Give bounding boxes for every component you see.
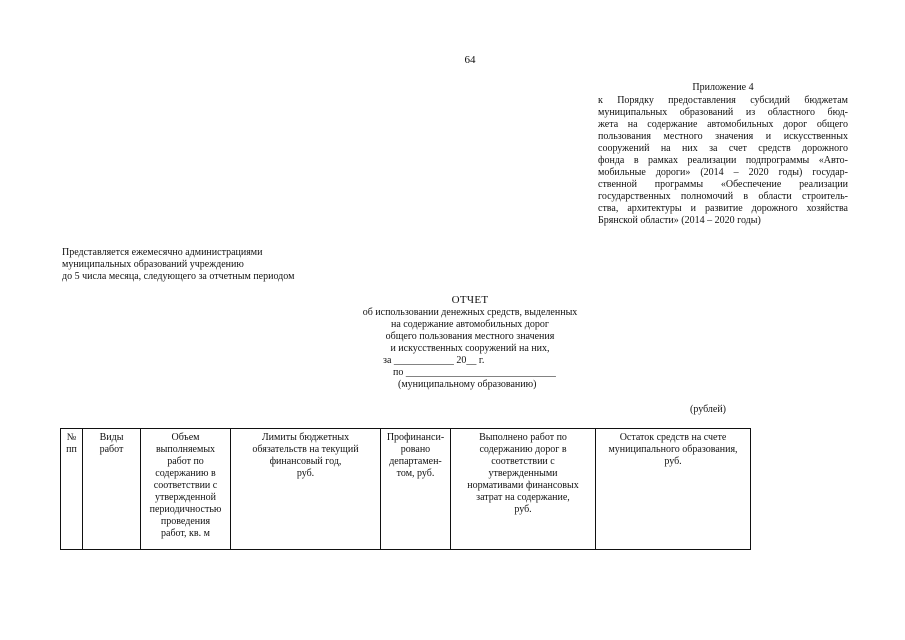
table-header-cell <box>83 429 141 550</box>
appendix-line: мобильные дороги» (2014 – 2020 годы) государ- <box>598 167 848 178</box>
report-table <box>60 428 751 550</box>
appendix-line: ственной программы «Обеспечение реализации <box>598 179 848 190</box>
note-line: до 5 числа месяца, следующего за отчетным периодом <box>62 271 295 282</box>
report-line: и искусственных сооружений на них, <box>390 343 550 354</box>
column-financed: Профинанси- ровано департамен- том, руб. <box>386 432 445 479</box>
column-work-type: Виды работ <box>99 432 124 455</box>
column-balance: Остаток средств на счете муниципального образования, руб. <box>608 432 738 467</box>
report-line: на содержание автомобильных дорог <box>391 319 549 330</box>
appendix-block <box>598 82 848 227</box>
appendix-line: Брянской области» (2014 – 2020 годы) <box>598 215 761 226</box>
units-label: (рублей) <box>690 404 727 415</box>
report-period-line: за ____________ 20__ г. <box>383 355 485 366</box>
column-work-completed: Выполнено работ по содержанию дорог в соответствии с утвержденными нормативами финансовых затрат на содержание, руб. <box>467 432 579 515</box>
note-line: Представляется ежемесячно администрациями <box>62 247 263 258</box>
appendix-line: пользования местного значения и искусственных <box>598 131 848 142</box>
appendix-line: жета на содержание автомобильных дорог общего <box>598 119 848 130</box>
report-heading <box>320 294 620 391</box>
table-header-cell <box>381 429 451 550</box>
appendix-line: сооружений на них за счет средств дорожного <box>598 143 848 154</box>
report-title: ОТЧЕТ <box>451 294 489 306</box>
column-number: № пп <box>66 432 77 455</box>
table-header-cell <box>141 429 231 550</box>
report-recipient-line: по ______________________________ <box>393 367 556 378</box>
appendix-line: ства, архитектуры и развитие дорожного хозяйства <box>598 203 848 214</box>
table-header-cell <box>596 429 751 550</box>
submission-note <box>62 247 362 283</box>
note-line: муниципальных образований учреждению <box>62 259 244 270</box>
appendix-line: к Порядку предоставления субсидий бюджетам <box>598 95 848 106</box>
report-line: общего пользования местного значения <box>385 331 555 342</box>
report-recipient-caption: (муниципальному образованию) <box>398 379 537 390</box>
table-header-cell <box>451 429 596 550</box>
report-line: об использовании денежных средств, выделенных <box>362 307 578 318</box>
appendix-line: муниципальных образований из областного бюд- <box>598 107 848 118</box>
appendix-line: фонда в рамках реализации подпрограммы «Авто- <box>598 155 848 166</box>
table-header-row <box>61 429 751 550</box>
appendix-line: государственных полномочий в области строитель- <box>598 191 848 202</box>
table-header-cell <box>61 429 83 550</box>
column-work-volume: Объем выполняемых работ по содержанию в соответствии с утвержденной периодичностью проведения работ, кв. м <box>149 432 222 539</box>
table-header-cell <box>231 429 381 550</box>
page-number: 64 <box>464 54 476 66</box>
appendix-title: Приложение 4 <box>692 82 754 93</box>
column-budget-limits: Лимиты бюджетных обязательств на текущий финансовый год, руб. <box>252 432 359 479</box>
